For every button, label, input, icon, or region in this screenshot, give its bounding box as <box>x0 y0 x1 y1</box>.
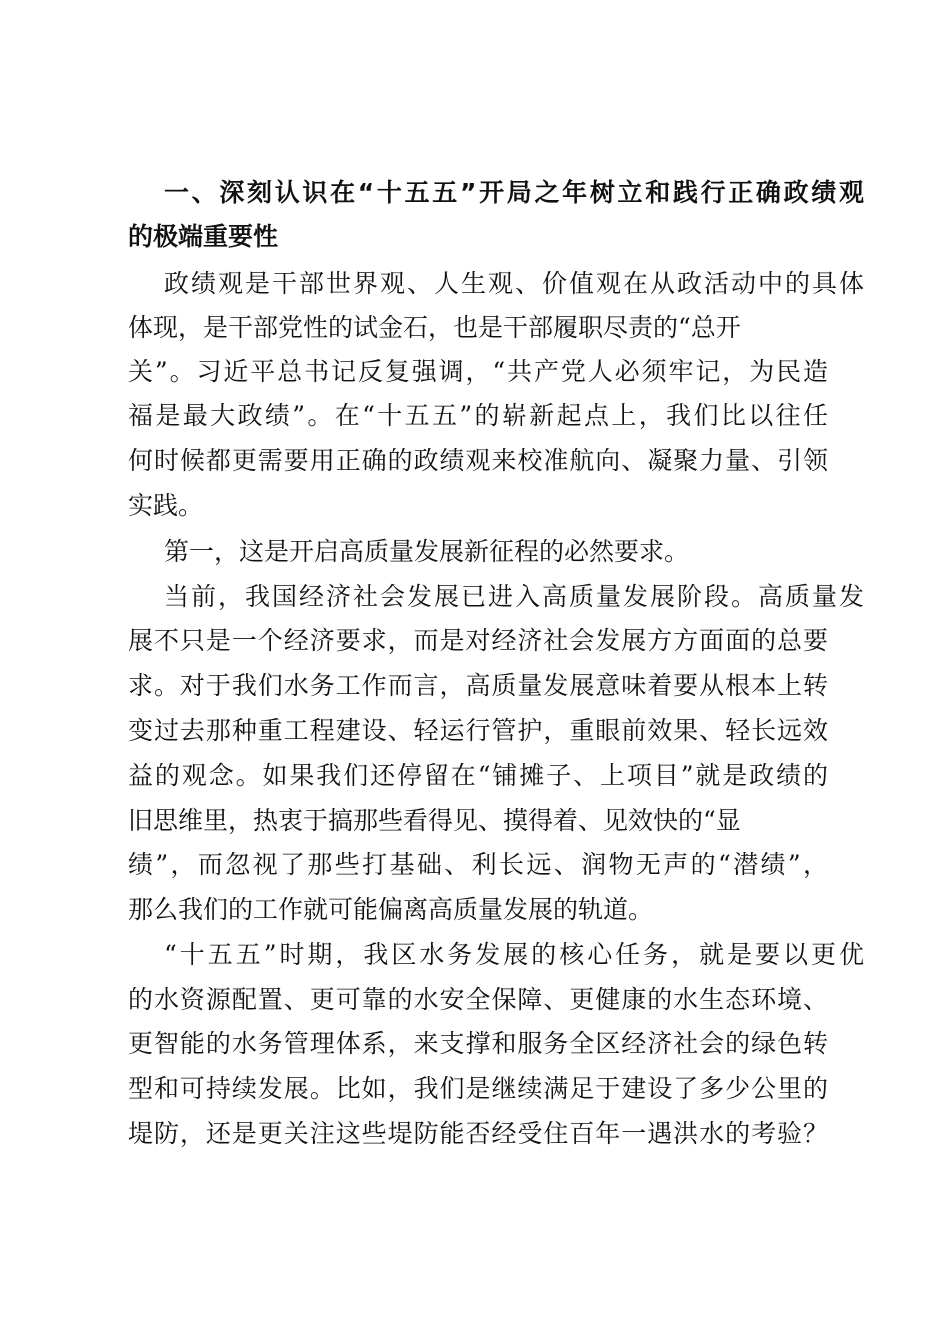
paragraph-1-line-1: 政绩观是干部世界观、人生观、价值观在从政活动中的具体 <box>164 269 864 298</box>
paragraph-3-line-3: 求。对于我们水务工作而言，高质量发展意味着要从根本上转 <box>128 671 828 700</box>
paragraph-4-line-4: 型和可持续发展。比如，我们是继续满足于建设了多少公里的 <box>128 1074 828 1103</box>
paragraph-3-line-4: 变过去那种重工程建设、轻运行管护，重眼前效果、轻长远效 <box>128 716 828 745</box>
paragraph-1-line-5: 何时候都更需要用正确的政绩观来校准航向、凝聚力量、引领 <box>128 446 828 475</box>
paragraph-3-line-2: 展不只是一个经济要求，而是对经济社会发展方方面面的总要 <box>128 626 828 655</box>
paragraph-3-line-1: 当前，我国经济社会发展已进入高质量发展阶段。高质量发 <box>164 582 864 611</box>
paragraph-1-line-6: 实践。 <box>128 491 204 520</box>
paragraph-3-line-7: 绩”，而忽视了那些打基础、利长远、润物无声的“潜绩”， <box>128 850 828 879</box>
paragraph-1-line-2: 体现，是干部党性的试金石，也是干部履职尽责的“总开 <box>128 313 741 342</box>
paragraph-4-line-3: 更智能的水务管理体系，来支撑和服务全区经济社会的绿色转 <box>128 1029 828 1058</box>
paragraph-1-line-4: 福是最大政绩”。在“十五五”的崭新起点上，我们比以往任 <box>128 401 828 430</box>
paragraph-1-line-3: 关”。习近平总书记反复强调，“共产党人必须牢记，为民造 <box>128 357 828 386</box>
paragraph-2-line-1: 第一，这是开启高质量发展新征程的必然要求。 <box>164 537 690 566</box>
section-heading-line-1: 一、深刻认识在“十五五”开局之年树立和践行正确政绩观 <box>164 178 864 207</box>
paragraph-3-line-8: 那么我们的工作就可能偏离高质量发展的轨道。 <box>128 895 654 924</box>
section-heading-line-2: 的极端重要性 <box>128 222 279 251</box>
paragraph-3-line-5: 益的观念。如果我们还停留在“铺摊子、上项目”就是政绩的 <box>128 761 828 790</box>
paragraph-4-line-5: 堤防，还是更关注这些堤防能否经受住百年一遇洪水的考验？ <box>128 1119 828 1148</box>
paragraph-4-line-2: 的水资源配置、更可靠的水安全保障、更健康的水生态环境、 <box>128 985 828 1014</box>
paragraph-4-line-1: “十五五”时期，我区水务发展的核心任务，就是要以更优 <box>164 940 864 969</box>
paragraph-3-line-6: 旧思维里，热衷于搞那些看得见、摸得着、见效快的“显 <box>128 806 741 835</box>
